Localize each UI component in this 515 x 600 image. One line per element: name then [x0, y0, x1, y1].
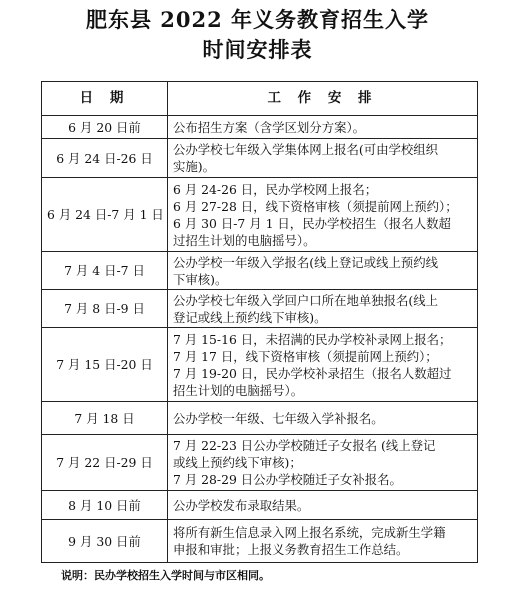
- table-header-row: [42, 82, 478, 116]
- row-work: [168, 252, 478, 290]
- header-date: 日 期: [42, 82, 168, 116]
- row-date: 7 月 15 日-20 日: [42, 328, 168, 402]
- header-work: 工 作 安 排: [168, 82, 478, 116]
- work-line: 7 月 28-29 日公办学校随迁子女补报名。: [173, 472, 402, 487]
- table-row: [42, 139, 478, 178]
- row-date: 7 月 8 日-9 日: [42, 290, 168, 328]
- work-line: 7 月 15-16 日，未招满的民办学校补录网上报名；: [173, 331, 452, 347]
- work-line: 登记或线上预约线下审核)。: [173, 309, 327, 325]
- row-work: [168, 435, 478, 491]
- work-line: 6 月 24-26 日，民办学校网上报名；: [173, 181, 378, 197]
- work-line: 公办学校一年级、七年级入学补报名。: [173, 410, 384, 426]
- work-line: 公办学校七年级入学集体网上报名(可由学校组织: [173, 142, 439, 157]
- row-date: 6 月 24 日-26 日: [42, 139, 168, 178]
- page-title: 肥东县 2022 年义务教育招生入学: [85, 7, 430, 32]
- table-row: [42, 178, 478, 252]
- work-line: 6 月 27-28 日，线下资格审核（须提前网上预约）；: [173, 198, 458, 214]
- work-line: 下审核)。: [173, 271, 228, 287]
- page-subtitle: 时间安排表: [202, 37, 313, 62]
- work-line: 实施)。: [173, 159, 216, 174]
- table-row: [42, 252, 478, 290]
- row-date: 6 月 20 日前: [42, 116, 168, 139]
- work-line: 过招生计划的电脑摇号）。: [173, 232, 316, 248]
- work-line: 6 月 30 日-7 月 1 日，民办学校招生（报名人数超: [173, 215, 451, 231]
- row-work: [168, 139, 478, 178]
- schedule-table: [41, 81, 478, 563]
- work-line: 申报和审批；上报义务教育招生工作总结。: [173, 542, 409, 557]
- table-row: [42, 116, 478, 139]
- row-work: [168, 116, 478, 139]
- table-row: [42, 435, 478, 491]
- row-date: 7 月 18 日: [42, 402, 168, 435]
- row-work: [168, 520, 478, 563]
- work-line: 公办学校七年级入学回户口所在地单独报名(线上: [173, 292, 439, 308]
- work-line: 招生计划的电脑摇号）。: [173, 382, 304, 398]
- row-date: 6 月 24 日-7 月 1 日: [42, 178, 168, 252]
- table-row: [42, 402, 478, 435]
- work-line: 公布招生方案（含学区划分方案）。: [173, 119, 366, 135]
- work-line: 将所有新生信息录入网上报名系统，完成新生学籍: [173, 525, 446, 540]
- row-date: 8 月 10 日前: [42, 491, 168, 520]
- work-line: 7 月 17 日，线下资格审核（须提前网上预约）；: [173, 348, 438, 364]
- table-row: [42, 290, 478, 328]
- work-line: 7 月 19-20 日，民办学校补录招生（报名人数超过: [173, 365, 452, 381]
- row-work: [168, 402, 478, 435]
- work-line: 7 月 22-23 日公办学校随迁子女报名 (线上登记: [173, 438, 436, 453]
- work-line: 公办学校发布录取结果。: [173, 497, 310, 513]
- row-work: [168, 178, 478, 252]
- row-date: 9 月 30 日前: [42, 520, 168, 563]
- row-work: [168, 491, 478, 520]
- work-line: 公办学校一年级入学报名(线上登记或线上预约线: [173, 254, 439, 270]
- row-work: [168, 290, 478, 328]
- table-row: [42, 328, 478, 402]
- table-row: [42, 520, 478, 563]
- footnote: 说明：民办学校招生入学时间与市区相同。: [61, 569, 270, 582]
- row-date: 7 月 4 日-7 日: [42, 252, 168, 290]
- table-row: [42, 491, 478, 520]
- row-date: 7 月 22 日-29 日: [42, 435, 168, 491]
- work-line: 或线上预约线下审核)；: [173, 455, 302, 470]
- row-work: [168, 328, 478, 402]
